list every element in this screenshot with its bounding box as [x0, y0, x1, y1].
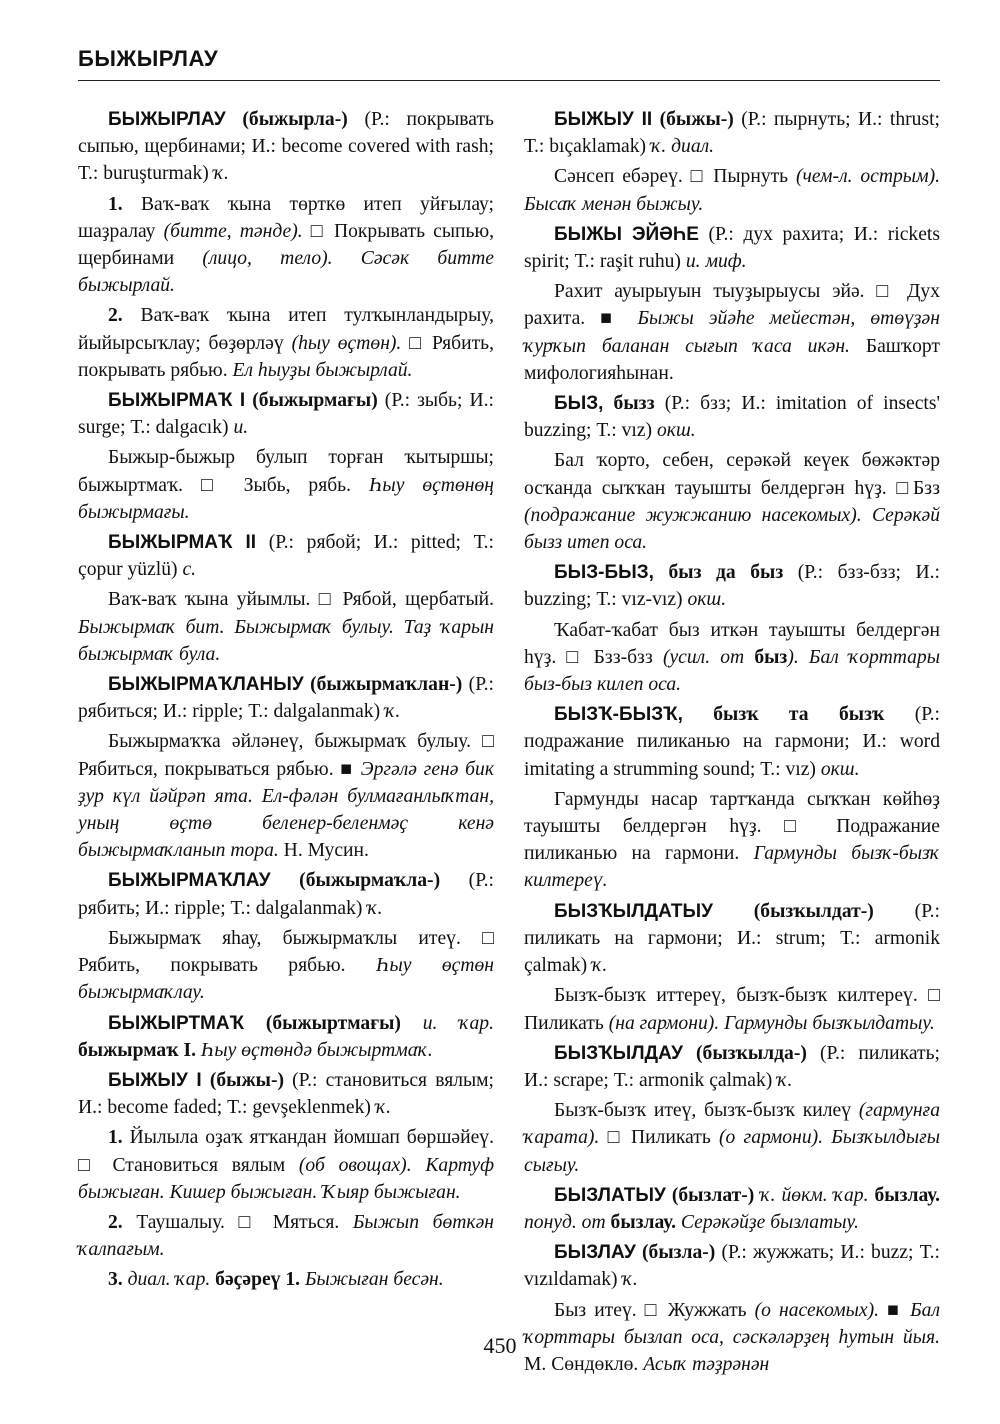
definition-text: Ваҡ-ваҡ ҡына уйымлы. □ Рябой, щербатый. [108, 589, 494, 611]
forms: (быжырмағы) [245, 390, 385, 412]
entry [78, 867, 494, 921]
entry [78, 387, 494, 441]
headword: БЫЗ, [554, 393, 604, 415]
headword: БЫЖЫ ЭЙӘҺЕ [554, 223, 699, 245]
pos: ҡ. [213, 163, 229, 185]
example-marker: ■ [879, 1299, 911, 1321]
definition [524, 982, 940, 1036]
definition-text: Сәнсеп ебәреү. □ Пырнуть [554, 166, 796, 188]
definition [524, 1097, 940, 1179]
headword: БЫЖЫРТМАҠ [108, 1012, 245, 1034]
definition [78, 586, 494, 668]
gloss: (Р.: пырнуть; И.: thrust; Т.: bıçaklamak) [524, 109, 940, 158]
author: М. Сөндөклө. [524, 1353, 639, 1375]
sense-number: 1. [108, 1127, 123, 1149]
definition [78, 444, 494, 526]
definition: Ваҡ-ваҡ ҡына төрткө итеп уйғылау; шаҙралау [78, 193, 494, 242]
author: Н. Мусин. [278, 840, 369, 862]
gloss: (Р.: бзз; И.: imitation of insects' buzzing; Т.: vız) [524, 393, 940, 442]
example: Бызҡылдығы сығыу. [524, 1127, 940, 1176]
entry [78, 671, 494, 725]
example: Быжы эйәһе мейестән, өтөүҙән ҡурҡып баланан сығып ҡаса икән. [524, 308, 940, 357]
gloss: (Р.: бзз-бзз; И.: buzzing; Т.: vız-vız) [524, 562, 940, 611]
definition-text: Быжырмаҡ яһау, быжырмаҡлы итеү. □ Рябить, покрывать рябью. [78, 927, 494, 977]
definition-text: Быз итеү. □ Жужжать [554, 1299, 755, 1321]
example: Асыҡ тәҙрәнән [638, 1353, 770, 1375]
definition-text: Бал ҡорто, себен, серәкәй кеүек бөжәктәр осҡанда сыҡҡан тауышты белдергән һүҙ. □Бзз [524, 450, 940, 499]
sense-number: 3. [108, 1269, 123, 1291]
header-rule [78, 80, 940, 81]
gloss: (Р.: рябиться; И.: ripple; Т.: dalgalanmak) [78, 674, 494, 723]
note: (усил. от [662, 646, 755, 668]
entry [524, 898, 940, 980]
entry [524, 221, 940, 275]
headword: БЫЗҠЫЛДАУ [554, 1042, 683, 1064]
example: Һыу өҫтөнөң быжырмағы. [78, 474, 494, 523]
forms: (быжырла-) [225, 109, 365, 130]
forms: (быжыртмағы) [244, 1012, 423, 1034]
headword: БЫЖЫРМАҠЛАУ [108, 870, 271, 892]
example: Быжып бөткән ҡалпағым. [78, 1211, 494, 1261]
note: (гармунға ҡарата). [524, 1100, 940, 1149]
note: (подражание жужжанию насекомых). [524, 504, 862, 526]
entry [524, 106, 940, 160]
sense [78, 302, 494, 384]
headword-variant: бызҡ та бызҡ [682, 704, 885, 726]
entry [524, 390, 940, 444]
translation: □ Покрывать сыпью, щербинами [78, 220, 494, 270]
running-header: БЫЖЫРЛАУ [78, 46, 219, 71]
note: (лицо, тело). [202, 248, 333, 270]
pos: ҡ. [375, 1097, 392, 1119]
headword-variant: бызз [603, 393, 655, 415]
sense [78, 1209, 494, 1263]
right-column [524, 106, 940, 1381]
example: Бал ҡорттары быз-быз килеп оса. [524, 646, 941, 696]
forms: (бызҡылда-) [682, 1042, 820, 1064]
sense-number: 2. [108, 305, 123, 327]
note: ). [787, 646, 799, 668]
definition-text: Быжыр-быжыр булып торған ҡытыршы; быжыртмаҡ. □ Зыбь, рябь. [78, 447, 494, 496]
pos: ҡ. диал. [650, 136, 715, 158]
gloss: (Р.: пиликать; И.: scrape; Т.: armonik çalmak) [524, 1042, 940, 1091]
definition: Ваҡ-ваҡ ҡына итеп тулҡынландырыу, йыйырсыҡлау; бөҙөрләү [78, 305, 494, 354]
gloss: (Р.: дух рахита; И.: rickets spirit; Т.: raşit ruhu) [524, 223, 940, 273]
forms: (быжы-) [652, 109, 742, 130]
sense [78, 191, 494, 300]
note: понуд. от [524, 1211, 611, 1233]
headword: БЫЖЫРМАҠ I [108, 390, 246, 412]
definition [524, 447, 940, 556]
example: Быжыған бесән. [300, 1269, 444, 1291]
definition-text: Бызҡ-бызҡ итеү, бызҡ-бызҡ килеү [554, 1100, 859, 1122]
entry [78, 1067, 494, 1121]
entry [524, 1040, 940, 1094]
definition-text: Быжырмаҡҡа әйләнеү, быжырмаҡ булыу. □ Рябиться, покрываться рябью. ■ [78, 731, 494, 780]
note: (о гармони). [719, 1127, 824, 1149]
headword-variant: быз да быз [653, 562, 784, 584]
example: Серәкәйҙе бызлатыу. [676, 1211, 859, 1233]
sense [78, 1266, 494, 1293]
headword: БЫЖЫРЛАУ [108, 109, 226, 130]
example: Серәкәй бызз итеп оса. [524, 504, 940, 554]
entry [524, 1182, 940, 1236]
headword: БЫЖЫРМАҠЛАНЫУ [108, 674, 304, 696]
cross-reference: бызлау. [868, 1184, 940, 1206]
definition: Йылыла оҙаҡ ятҡандан йомшап бөршәйеү. □ Становиться вялым [78, 1127, 494, 1176]
definition-text: Гармунды насар тартҡанда сыҡҡан көйһөҙ тауышты белдергән һүҙ. □ Подражание пиликанью на гармони. [524, 788, 940, 865]
headword: БЫЗ-БЫЗ, [554, 562, 654, 584]
forms: (бызҡылдат-) [712, 900, 915, 922]
definition [524, 278, 940, 387]
pos: ҡ. йөкм. ҡар. [760, 1184, 869, 1206]
example: Гармунды бызҡылдатыу. [719, 1012, 935, 1034]
headword: БЫЖЫУ II [554, 109, 653, 130]
gloss: (Р.: жужжать; И.: buzz; Т.: vızıldamak) [524, 1242, 940, 1291]
entry [78, 529, 494, 583]
headword: БЫЗЛАТЫУ [554, 1184, 666, 1206]
sense [78, 1124, 494, 1206]
example: Быжырмаҡ бит. Быжырмаҡ булыу. Таҙ ҡарын быжырмаҡ була. [78, 616, 494, 665]
entry [78, 106, 494, 188]
forms: (бызла-) [635, 1242, 722, 1264]
page-number: 450 [483, 1333, 517, 1358]
entry [524, 1239, 940, 1293]
gloss: (Р.: зыбь; И.: surge; Т.: dalgacık) [78, 390, 494, 439]
example: Гармунды бызҡ-бызҡ килтереү. [524, 843, 940, 892]
definition [524, 786, 940, 895]
note: (чем-л. острым). [795, 166, 940, 188]
note: (о насекомых). [754, 1299, 880, 1321]
pos: ҡ. [592, 955, 608, 977]
headword: БЫЗҠЫЛДАТЫУ [554, 900, 713, 922]
forms: (быжырмаҡлан-) [303, 674, 469, 696]
sense-number: 2. [108, 1211, 123, 1233]
entry [78, 1010, 494, 1064]
note: (на гармони). [608, 1012, 720, 1034]
cross-reference: бызлау. [610, 1211, 677, 1233]
definition-text: Бызҡ-бызҡ иттереү, бызҡ-бызҡ килтереү. □ Пиликать [524, 985, 940, 1034]
translation: □ Пиликать [599, 1127, 719, 1149]
cross-reference: быжырмаҡ I. [78, 1039, 196, 1061]
definition [524, 163, 940, 217]
gloss: (Р.: пиликать на гармони; И.: strum; Т.: armonik çalmak) [524, 900, 940, 977]
pos: ҡ. [385, 701, 401, 723]
example: Бал ҡорттары бызлап оса, сәскәләрҙең һутын йыя. [524, 1299, 940, 1348]
example: Һыу өҫтөндә быжыртмаҡ. [195, 1039, 433, 1061]
headword: БЫЖЫРМАҠ II [108, 532, 257, 554]
note: (об овощах). [298, 1154, 412, 1176]
headword: БЫЗҠ-БЫЗҠ, [554, 704, 683, 726]
example: Бысаҡ менән быжыу. [524, 193, 704, 215]
pos: ҡ. [622, 1269, 638, 1291]
cross-reference: быз [754, 646, 788, 668]
translation: □ Рябить, покрывать рябью. [78, 332, 494, 381]
note: (һыу өҫтөн). [291, 332, 402, 354]
forms: (быжы-) [201, 1069, 293, 1091]
pos: и. миф. [685, 251, 747, 273]
definition [78, 728, 494, 864]
example: Һыу өҫтөн быжырмаҡлау. [78, 955, 494, 1004]
definition-text: Ҡабат-ҡабат быз иткән тауышты белдергән һүҙ. □ Бзз-бзз [524, 619, 940, 668]
example: Эргәлә генә бик ҙур күл йәйрәп ята. Ел-фәлән булмағанлыҡтан, уның өҫтө беленер-беленмәҫ кенә быжырмаҡланып тора. [78, 758, 494, 862]
pos: и. [233, 417, 249, 439]
example: Ел һыуҙы быжырлай. [232, 359, 413, 381]
example: Картуф быжыған. Кишер быжыған. Ҡыяр быжыған. [78, 1154, 495, 1203]
pos: окш. [687, 589, 727, 611]
sense-number: 1. [108, 193, 123, 215]
note: (битте, тәнде). [163, 220, 303, 242]
headword: БЫЗЛАУ [554, 1242, 636, 1264]
definition-text: Рахит ауырыуын тыуҙырыусы эйә. □ Дух рахита. ■ [524, 281, 940, 330]
source: Башҡорт мифологияһынан. [524, 335, 940, 384]
definition: Таушалыу. □ Мяться. [122, 1211, 353, 1233]
example: Сәсәк битте быжырлай. [78, 248, 494, 297]
pos: окш. [656, 420, 696, 442]
gloss: (Р.: покрывать сыпью, щербинами; И.: become covered with rash; Т.: buruşturmak) [78, 109, 494, 185]
entry [524, 559, 940, 613]
note: диал. ҡар. [122, 1269, 211, 1291]
headword: БЫЖЫУ I [108, 1069, 202, 1091]
definition [78, 925, 494, 1007]
definition [524, 617, 940, 699]
gloss: (Р.: становиться вялым; И.: become faded; Т.: gevşeklenmek) [78, 1069, 494, 1119]
pos: с. [182, 559, 197, 581]
entry [524, 701, 940, 783]
pos: ҡ. [367, 897, 383, 919]
gloss: (Р.: рябить; И.: ripple; Т.: dalgalanmak) [78, 870, 494, 919]
forms: (быжырмаҡла-) [270, 870, 469, 892]
forms: (бызлат-) [665, 1184, 761, 1206]
cross-reference: бәҫәреү 1. [210, 1269, 301, 1291]
pos: и. ҡар. [422, 1012, 494, 1034]
gloss: (Р.: подражание пиликанью на гармони; И.: word imitating a strumming sound; Т.: vız) [524, 704, 941, 780]
left-column [78, 106, 494, 1297]
pos: окш. [820, 758, 860, 780]
gloss: (Р.: рябой; И.: pitted; Т.: çopur yüzlü) [78, 532, 494, 581]
pos: ҡ. [777, 1069, 793, 1091]
